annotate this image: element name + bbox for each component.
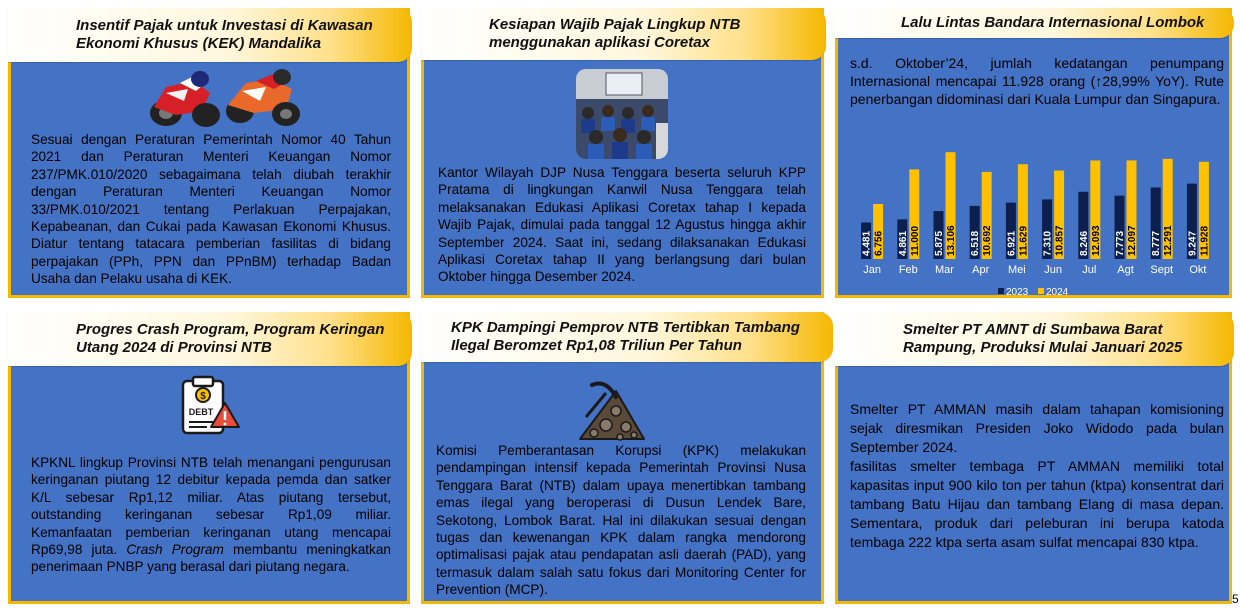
panel-body-text: Komisi Pemberantasan Korupsi (KPK) melakukan pendampingan intensif kepada Pemerintah Provinsi Nusa Tenggara Barat (NTB) dalam upaya menertibkan tambang emas ilegal yang beroperasi di Dusun Lendek Bare, Sekotong, Lombok Barat. Hal ini dilakukan sesuai dengan tugas dan kewenangan KPK dalam rangka mendorong optimalisasi pajak atau pendapatan asli daerah (PAD), yang termasuk dalam salah satu fokus dari Monitoring Center for Prevention (MCP). [436, 443, 806, 598]
x-tick-label: Jun [1044, 264, 1062, 276]
svg-text:$: $ [200, 391, 206, 402]
debt-icon-label: DEBT [188, 407, 214, 417]
x-tick-label: Mei [1008, 264, 1026, 276]
data-label-2024-Feb: 11.000 [909, 225, 921, 256]
data-label-2024-Apr: 10.692 [982, 225, 994, 256]
data-label-2024-Sept: 12.291 [1163, 225, 1175, 256]
page-number: 5 [1232, 592, 1239, 606]
data-label-2023-Jun: 7.310 [1042, 230, 1054, 256]
x-tick-label: Sept [1150, 264, 1174, 276]
panel-title: Progres Crash Program, Program Keringan Utang 2024 di Provinsi NTB [76, 321, 385, 356]
x-tick-label: Mar [935, 264, 954, 276]
legend-swatch-2024 [1038, 288, 1044, 294]
panel-coretax [421, 8, 824, 298]
x-tick-label: Jan [863, 264, 881, 276]
panel-header [835, 8, 1234, 38]
panel-title: Lalu Lintas Bandara Internasional Lombok [901, 14, 1205, 31]
data-label-2023-Mar: 5.875 [934, 230, 945, 256]
data-label-2023-Okt: 9.247 [1187, 230, 1199, 256]
panel-body-text: s.d. Oktober’24, jumlah kedatangan penumpang Internasional mencapai 11.928 orang (↑28,99% YoY). Rute penerbangan didominasi dari Kuala Lumpur dan Singapura. [850, 55, 1224, 107]
data-label-2024-Jun: 10.857 [1054, 225, 1066, 256]
panel-header [835, 312, 1234, 366]
data-label-2023-Jan: 4.481 [861, 230, 873, 256]
panel-title: Smelter PT AMNT di Sumbawa Barat Rampung, Produksi Mulai Januari 2025 [903, 321, 1183, 356]
debt-icon [177, 375, 241, 439]
panel-header [8, 312, 412, 366]
data-label-2023-Feb: 4.861 [897, 230, 909, 256]
x-tick-label: Agt [1117, 264, 1134, 276]
data-label-2023-Jul: 8.246 [1078, 230, 1090, 256]
panel-smelter-amnt [835, 312, 1232, 604]
x-tick-label: Jul [1082, 264, 1097, 276]
data-label-2024-Mei: 11.629 [1018, 225, 1030, 256]
data-label-2024-Jan: 6.756 [873, 230, 885, 256]
motogp-riders-image [136, 67, 306, 129]
panel-kek-mandalika [8, 8, 410, 298]
panel-kpk-tambang [421, 312, 824, 604]
data-label-2023-Sept: 8.777 [1151, 230, 1163, 256]
legend-swatch-2023 [998, 288, 1004, 294]
legend-label-2024: 2024 [1046, 287, 1069, 298]
x-tick-label: Feb [898, 264, 918, 276]
passenger-bar-chart [840, 139, 1230, 301]
panel-title: KPK Dampingi Pemprov NTB Tertibkan Tambang Ilegal Beromzet Rp1,08 Triliun Per Tahun [451, 319, 800, 354]
mining-icon [576, 377, 648, 443]
data-label-2023-Mei: 6.921 [1006, 230, 1018, 256]
panel-header [421, 312, 833, 362]
panel-title: Kesiapan Wajib Pajak Lingkup NTB menggunakan aplikasi Coretax [489, 16, 741, 51]
data-label-2024-Jul: 12.093 [1090, 225, 1102, 256]
panel-title: Insentif Pajak untuk Investasi di Kawasan Ekonomi Khusus (KEK) Mandalika [76, 17, 373, 52]
data-label-2023-Apr: 6.518 [970, 230, 982, 256]
panel-body-text: KPKNL lingkup Provinsi NTB telah menangani pengurusan keringanan piutang 12 debitur kepada pemda dan satker K/L sebesar Rp1,12 miliar. Atas piutang tersebut, outstanding keringanan sebesar Rp1,09 miliar. Kemanfaatan pemberian keringanan utang mencapai Rp69,98 juta. Crash Program membantu meningkatkan penerimaan PNBP yang berasal dari piutang negara. [31, 455, 391, 575]
data-label-2024-Mar: 13.106 [946, 225, 957, 256]
panel-header [8, 8, 412, 62]
panel-body-text: Smelter PT AMMAN masih dalam tahapan komisioning sejak diresmikan Presiden Joko Widodo pada bulan September 2024. fasilitas smelter tembaga PT AMMAN memiliki total kapasitas input 900 kilo ton per tahun (ktpa) konsentrat dari tambang Batu Hijau dan tambang Elang di masa depan. Sementara, produk dari peleburan ini berupa katoda tembaga 222 ktpa serta asam sulfat mencapai 830 ktpa. [850, 401, 1224, 550]
data-label-2024-Okt: 11.928 [1199, 225, 1211, 256]
x-tick-label: Okt [1189, 264, 1207, 276]
panel-body-text: Kantor Wilayah DJP Nusa Tenggara beserta seluruh KPP Pratama di lingkungan Kanwil Nusa Tenggara telah melaksanakan Edukasi Aplikasi Coretax tahap I kepada Wajib Pajak, dimulai pada tanggal 12 Agustus hingga akhir September 2024. Saat ini, sedang dilaksanakan Edukasi Aplikasi Coretax tahap II yang berlangsung dari bulan Oktober hingga Desember 2024. [438, 165, 806, 285]
panel-body-text: Sesuai dengan Peraturan Pemerintah Nomor 40 Tahun 2021 dan Peraturan Menteri Keuangan Nomor 237/PMK.010/2020 sebagaimana telah diubah terakhir dengan Peraturan Menteri Keuangan Nomor 33/PMK.010/2021 tentang Perlakuan Perpajakan, Kepabeanan, dan Cukai pada Kawasan Ekonomi Khusus. Diatur tentang tatacara pemberian fasilitas di bidang perpajakan (PPh, PPN dan PPnBM) terhadap Badan Usaha dan Pelaku usaha di KEK. [31, 132, 391, 287]
legend-label-2023: 2023 [1006, 287, 1029, 298]
panel-bandara-lombok [835, 8, 1232, 298]
x-tick-label: Apr [972, 264, 990, 276]
panel-crash-program [8, 312, 410, 604]
seminar-photo [576, 69, 668, 159]
panel-header [421, 8, 826, 60]
data-label-2023-Agt: 7.773 [1115, 230, 1126, 256]
data-label-2024-Agt: 12.097 [1127, 225, 1138, 256]
